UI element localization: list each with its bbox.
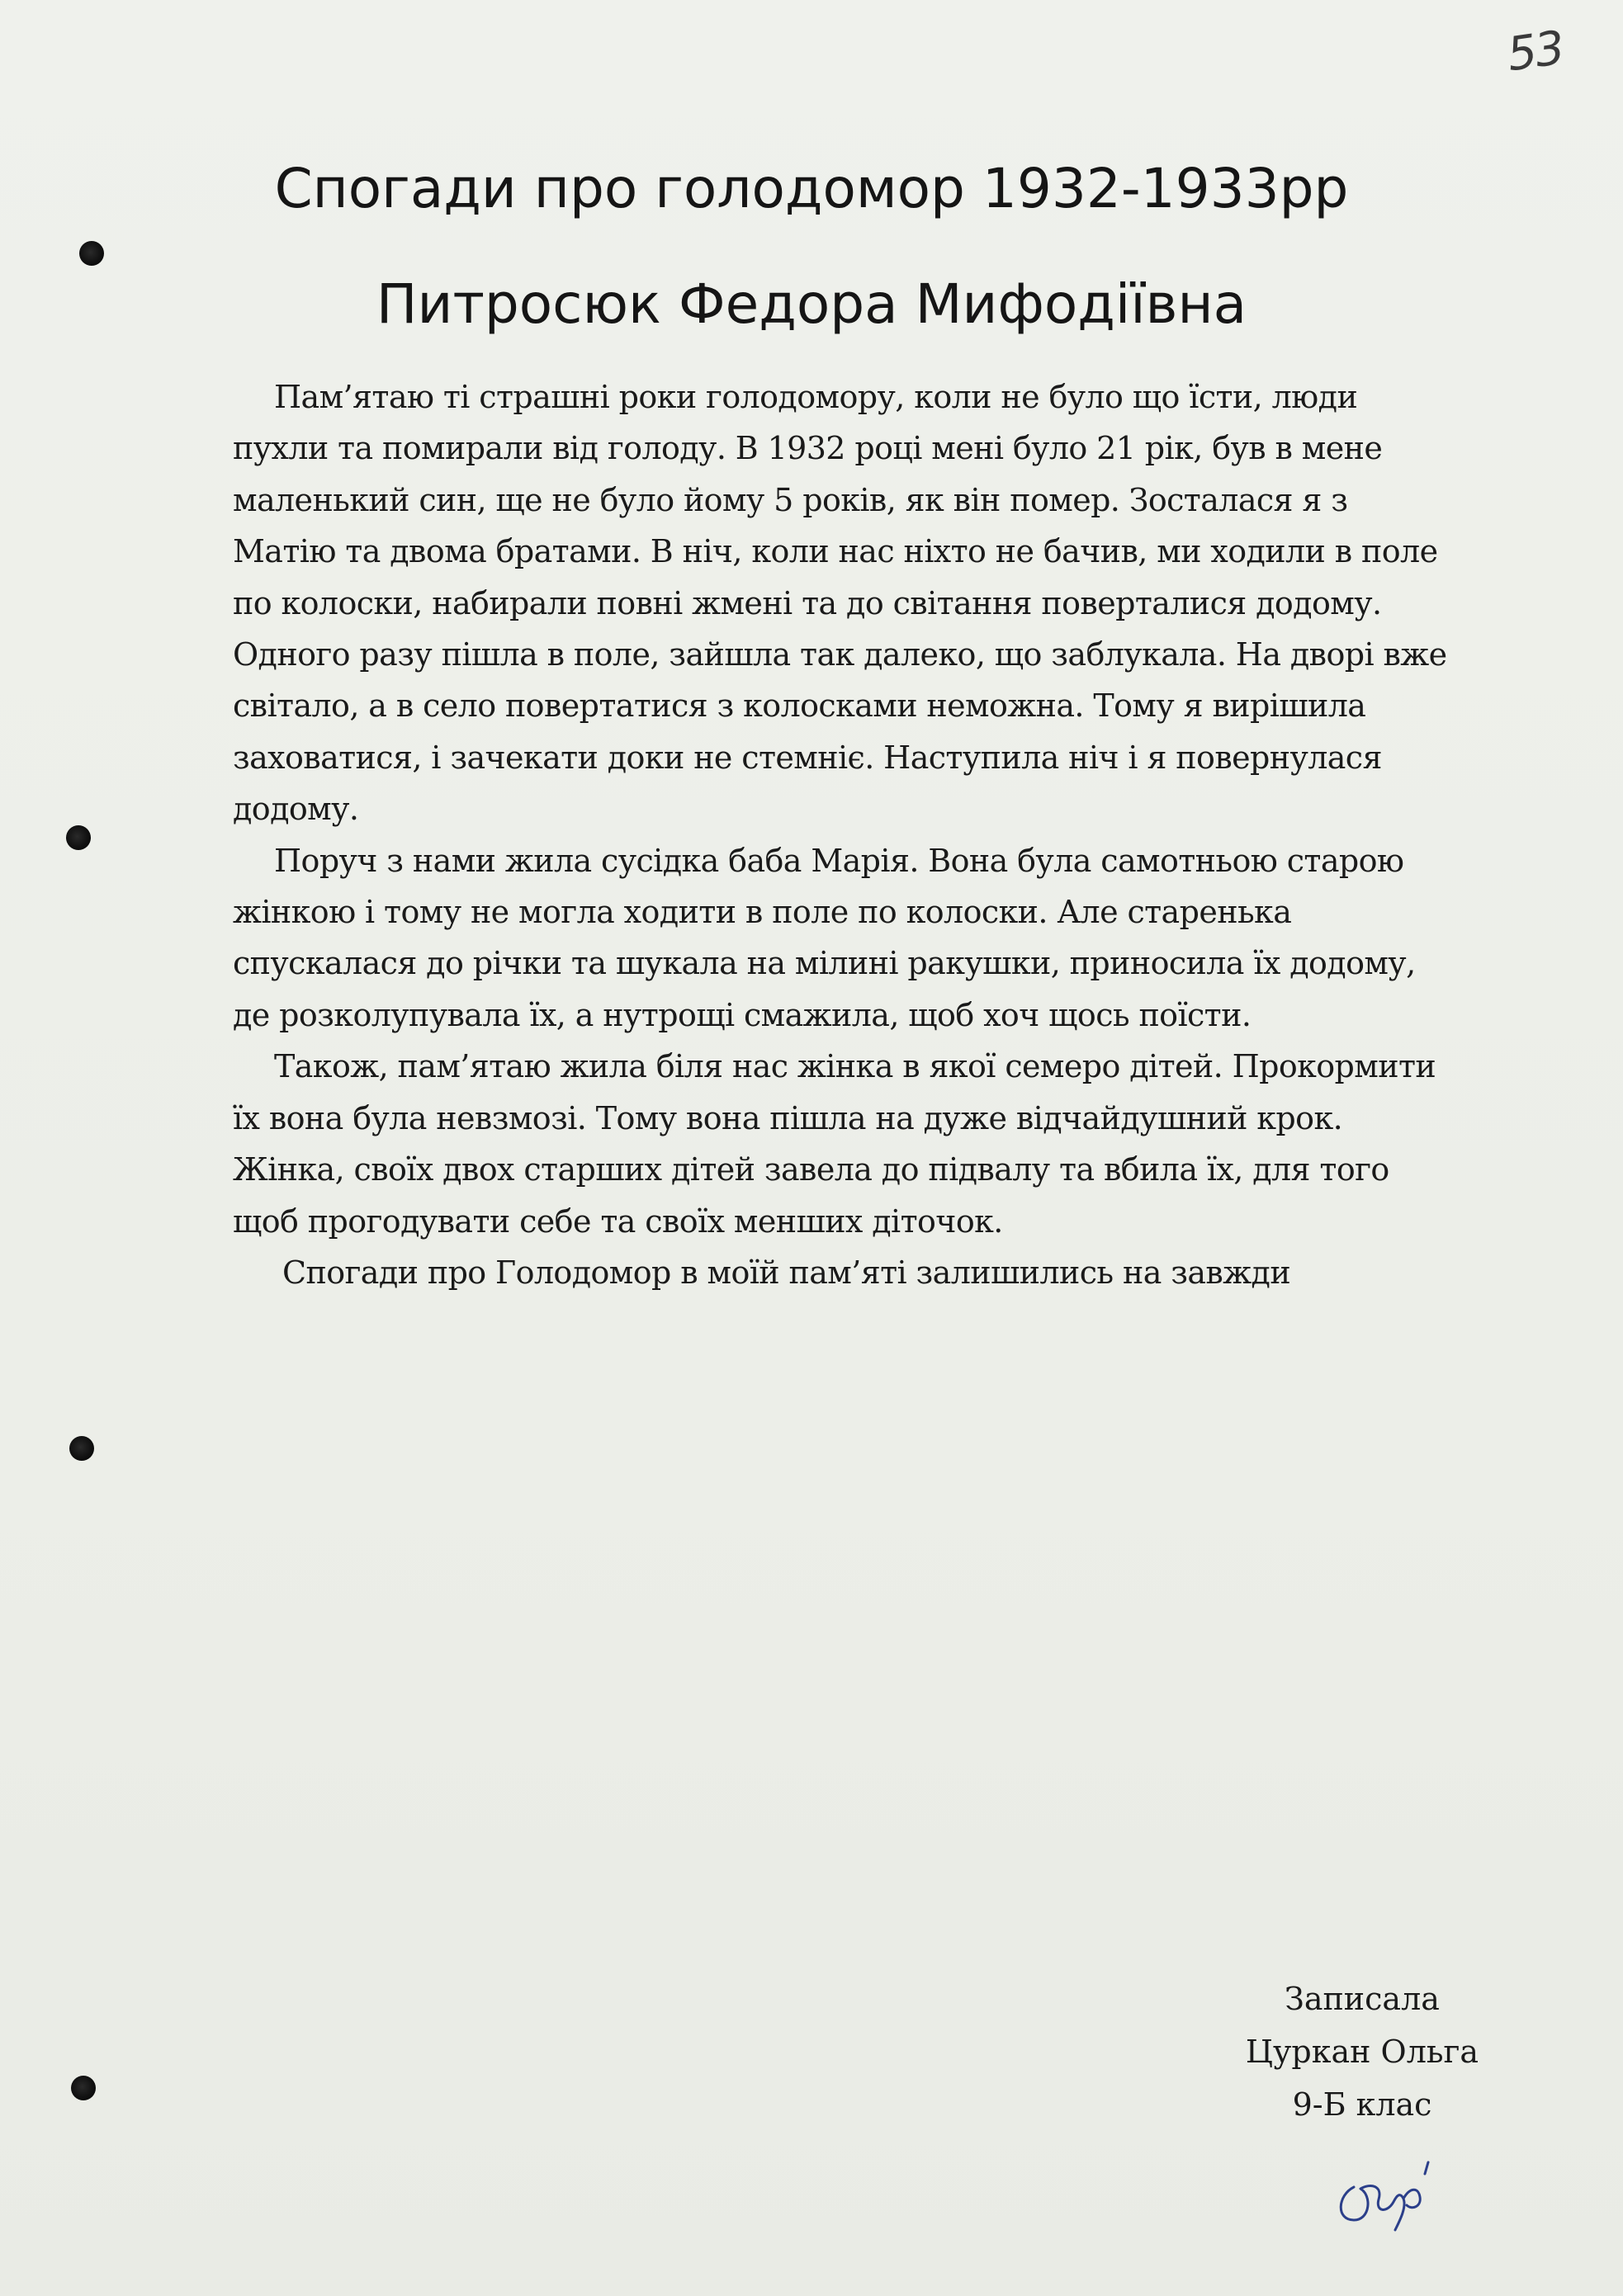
author-name: Цуркан Ольга	[1245, 2034, 1479, 2070]
text-line: Одного разу пішла в поле, зайшла так далеко, що заблукала. На дворі вже	[233, 636, 1447, 673]
text-line: додому.	[233, 791, 359, 828]
text-line: Поруч з нами жила сусідка баба Марія. Вона була самотньою старою	[274, 842, 1404, 879]
punch-hole-4	[71, 2076, 96, 2100]
text-line: щоб прогодувати себе та своїх менших діточок.	[233, 1202, 1003, 1240]
text-line: Пам’ятаю ті страшні роки голодомору, коли не було що їсти, люди	[274, 379, 1358, 415]
text-line: маленький син, ще не було йому 5 років, як він помер. Зосталася я з	[233, 481, 1348, 518]
handwritten-signature	[1321, 2138, 1453, 2237]
text-line: пухли та помирали від голоду. В 1932 році мені було 21 рік, був в мене	[233, 430, 1383, 467]
punch-hole-2	[66, 825, 91, 850]
text-line: жінкою і тому не могла ходити в поле по колоски. Але старенька	[233, 894, 1292, 931]
text-line: світало, а в село повертатися з колосками неможна. Тому я вирішила	[233, 687, 1366, 725]
text-line: Жінка, своїх двох старших дітей завела до підвалу та вбила їх, для того	[233, 1151, 1389, 1188]
memoir-text	[233, 371, 1521, 1298]
text-line: по колоски, набирали повні жмені та до світання поверталися додому.	[233, 584, 1382, 621]
signature-block	[1189, 1972, 1535, 2131]
text-line: їх вона була невзмозі. Тому вона пішла на дуже відчайдушний крок.	[233, 1099, 1343, 1136]
text-line: Спогади про Голодомор в моїй пам’яті залишились на завжди	[282, 1254, 1291, 1291]
subject-name: Питросюк Федора Мифодіївна	[376, 272, 1247, 336]
text-line: Матію та двома братами. В ніч, коли нас ніхто не бачив, ми ходили в поле	[233, 533, 1438, 570]
document-title: Спогади про голодомор 1932-1933рр	[274, 157, 1349, 220]
page-number: 53	[1503, 21, 1567, 83]
text-line: Також, пам’ятаю жила біля нас жінка в якої семеро дітей. Прокормити	[274, 1048, 1436, 1085]
punch-hole-1	[79, 241, 104, 266]
text-line: заховатися, і зачекати доки не стемніє. Наступила ніч і я повернулася	[233, 739, 1382, 776]
class-label: 9-Б клас	[1292, 2086, 1432, 2123]
recorded-by-label: Записала	[1285, 1981, 1440, 2017]
text-line: спускалася до річки та шукала на мілині ракушки, приносила їх додому,	[233, 945, 1416, 982]
text-line: де розколупувала їх, а нутрощі смажила, щоб хоч щось поїсти.	[233, 996, 1252, 1033]
punch-hole-3	[69, 1436, 94, 1461]
